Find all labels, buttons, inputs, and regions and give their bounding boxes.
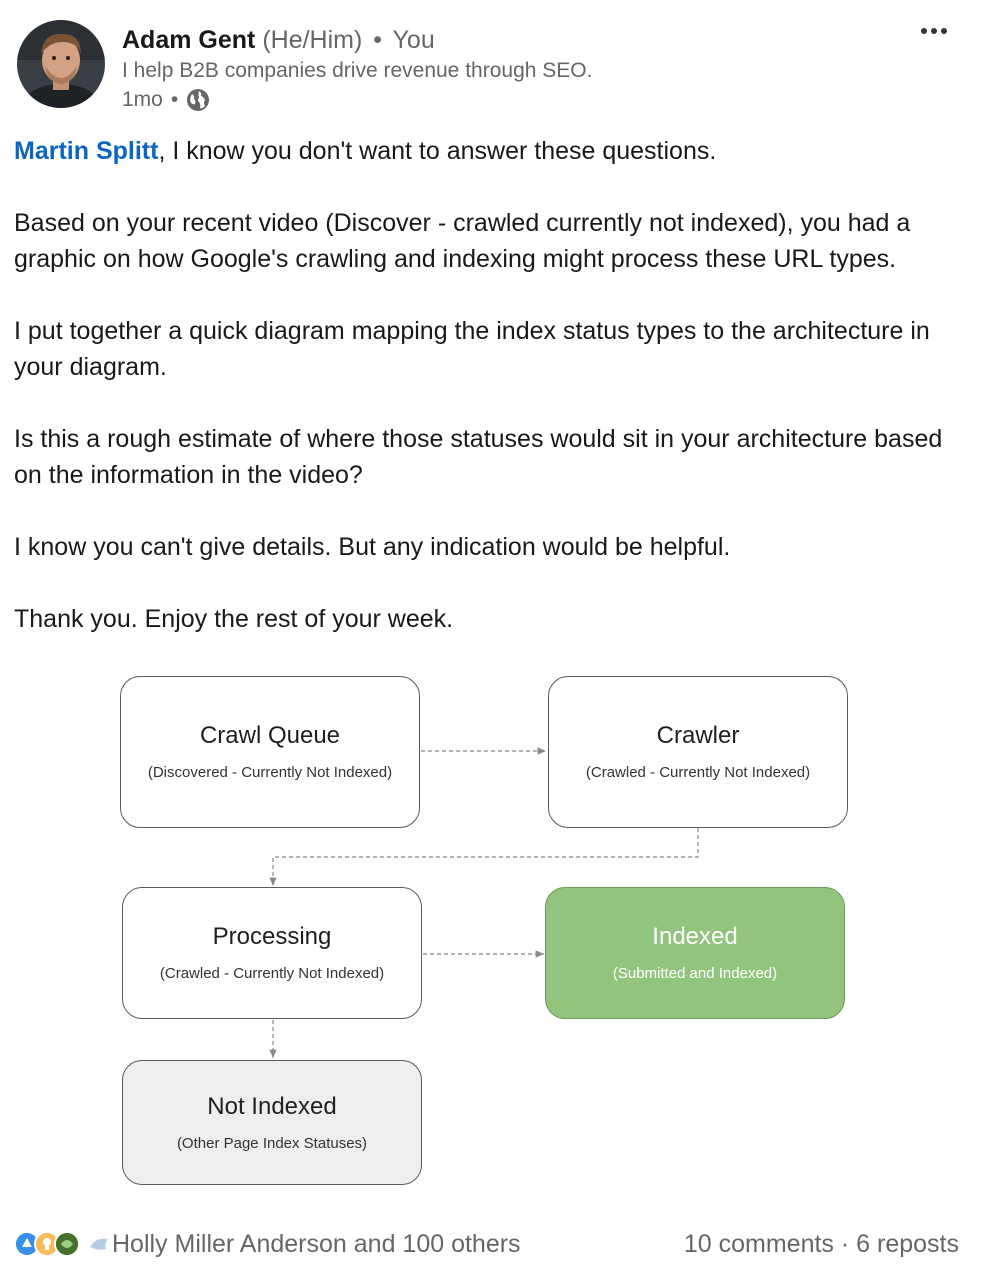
post-paragraph: I put together a quick diagram mapping the index status types to the architecture in your diagram. [14, 317, 930, 381]
reactors-label: Holly Miller Anderson and 100 others [112, 1229, 521, 1258]
reactor-avatar-icon [88, 1233, 110, 1255]
node-subtitle: (Discovered - Currently Not Indexed) [147, 764, 393, 781]
node-subtitle: (Crawled - Currently Not Indexed) [159, 965, 385, 982]
post-meta [122, 87, 210, 113]
social-counts-bar [14, 1224, 959, 1264]
node-indexed [545, 887, 845, 1019]
author-headline: I help B2B companies drive revenue through SEO. [122, 59, 593, 82]
node-title: Crawl Queue [199, 722, 341, 749]
author-name[interactable]: Adam Gent [122, 26, 256, 54]
separator-dot: · [840, 1229, 850, 1258]
post-paragraph: I know you can't give details. But any indication would be helpful. [14, 533, 731, 561]
globe-icon [186, 88, 210, 112]
node-crawl-queue [120, 676, 420, 828]
arrow-crawler-to-processing [273, 828, 698, 886]
node-subtitle: (Submitted and Indexed) [612, 965, 778, 982]
post-paragraph: Based on your recent video (Discover - crawled currently not indexed), you had a graphic on how Google's crawling and indexing might process these URL types. [14, 209, 911, 273]
relation-label: You [392, 26, 435, 54]
node-crawler [548, 676, 848, 828]
reactions-summary[interactable] [14, 1230, 521, 1259]
author-avatar[interactable] [17, 20, 105, 108]
avatar-image [17, 20, 105, 108]
reactors-text[interactable] [88, 1230, 521, 1259]
more-options-icon [920, 27, 948, 35]
post-image-diagram[interactable] [0, 660, 982, 1200]
post-paragraph [14, 133, 969, 169]
author-name-line [122, 25, 435, 55]
post-body [14, 133, 969, 637]
post-time[interactable]: 1mo [122, 88, 163, 111]
reposts-count[interactable]: 6 reposts [856, 1229, 959, 1258]
mention-link[interactable]: Martin Splitt [14, 137, 159, 165]
node-subtitle: (Other Page Index Statuses) [176, 1134, 368, 1152]
comments-count[interactable]: 10 comments [683, 1229, 834, 1258]
more-options-button[interactable] [912, 16, 956, 46]
node-title: Crawler [656, 722, 740, 749]
node-title: Processing [212, 923, 332, 950]
comments-reposts [684, 1230, 959, 1259]
node-title: Not Indexed [207, 1092, 337, 1120]
separator-dot: • [170, 88, 179, 111]
post-paragraph: Thank you. Enjoy the rest of your week. [14, 605, 454, 633]
separator-dot: • [373, 26, 383, 54]
node-processing [122, 887, 422, 1019]
node-subtitle: (Crawled - Currently Not Indexed) [585, 764, 811, 781]
post-paragraph-text: , I know you don't want to answer these questions. [158, 137, 717, 165]
author-pronouns: (He/Him) [262, 26, 363, 54]
node-not-indexed [122, 1060, 422, 1185]
support-icon [54, 1231, 80, 1257]
post-paragraph: Is this a rough estimate of where those statuses would sit in your architecture based on the information in the video? [14, 425, 943, 489]
node-title: Indexed [652, 923, 738, 950]
